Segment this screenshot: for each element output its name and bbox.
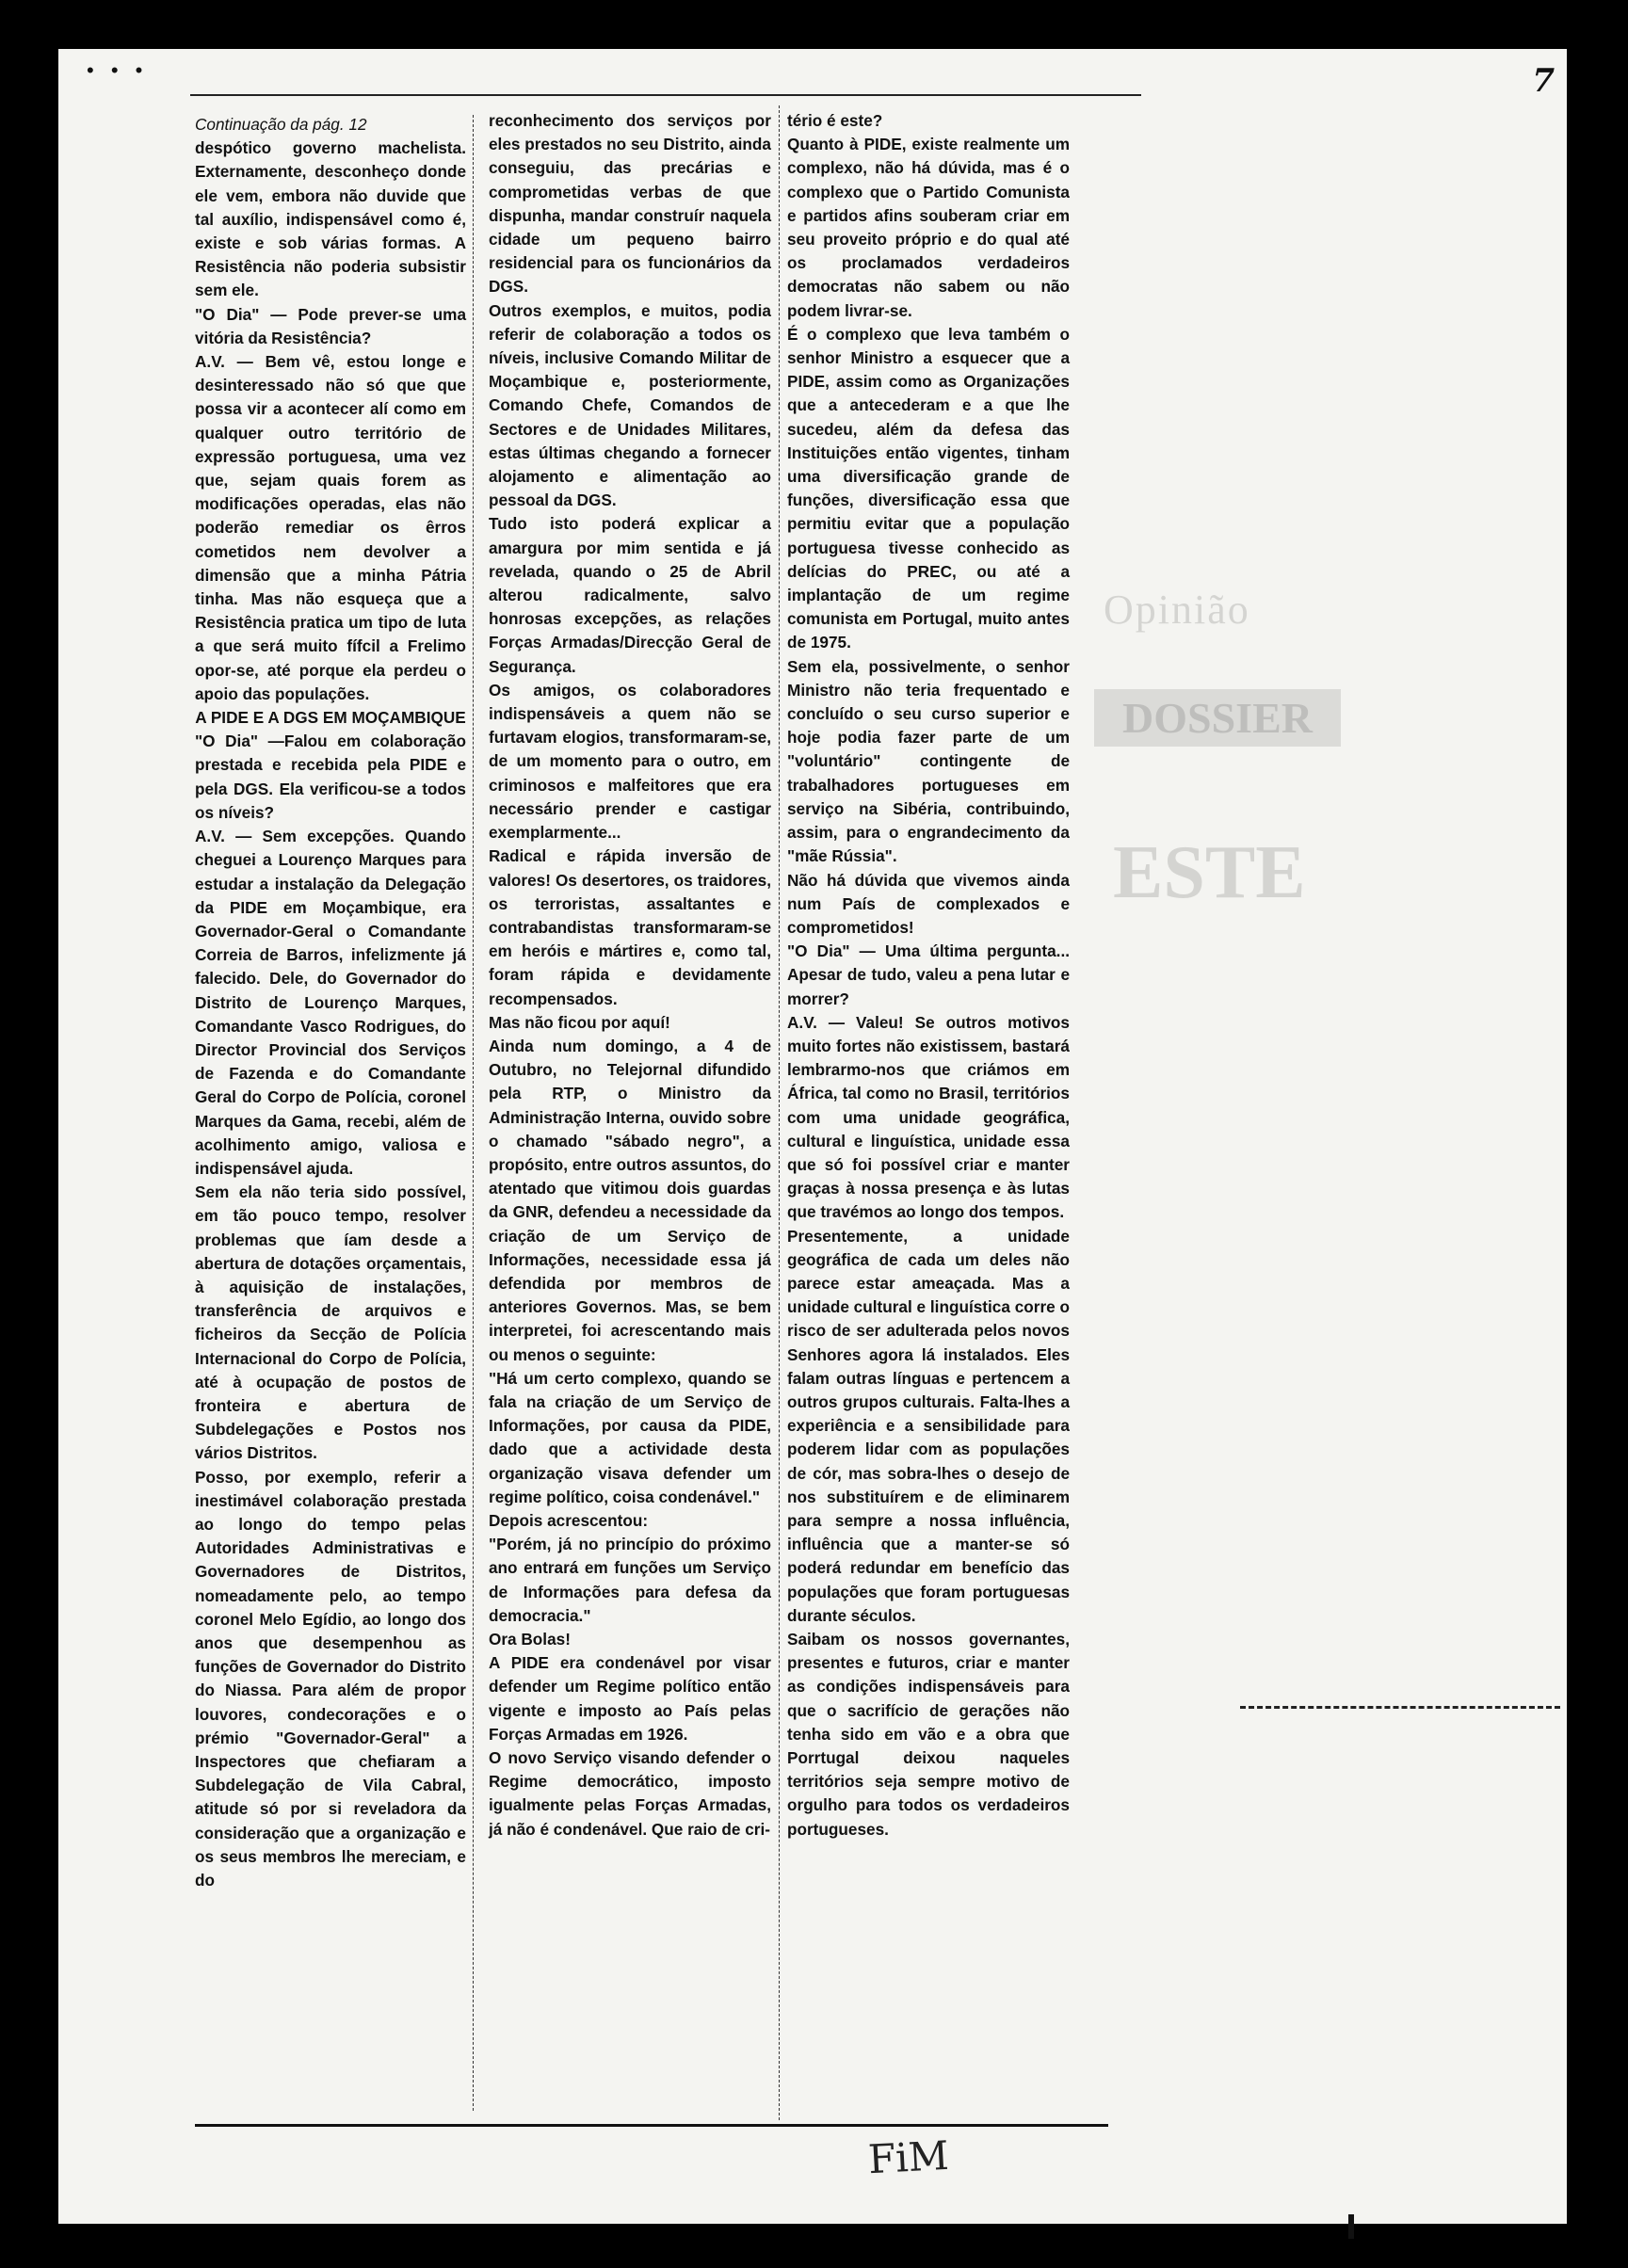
stamp-text-2: DOSSIER [1094,689,1341,747]
paragraph: Os amigos, os colaboradores indispensáveis a quem não se furtavam elogios, transformaram-se, de um momento para o outro, em criminosos e malfeitores que era necessário prender e castigar exemplarmente... [489,680,771,843]
paragraph: Ainda num domingo, a 4 de Outubro, no Telejornal difundido pela RTP, o Ministro da Administração Interna, ouvido sobre o chamado "sábado negro", a propósito, entre outros assuntos, do atentado que vitimou dois guardas da GNR, defendeu a necessidade da criação de um Serviço de Informações, necessidade essa já defendida por membros de anteriores Governos. Mas, se bem interpretei, foi acrescentando mais ou menos o seguinte: [489,1036,771,1364]
handwritten-end-mark: FiM [866,2131,950,2183]
quotation: "Há um certo complexo, quando se fala na criação de um Serviço de Informações, por causa da PIDE, dado que a actividade desta organização visava defender um regime político, coisa condenável." [489,1368,771,1506]
paragraph: reconhecimento dos serviços por eles prestados no seu Distrito, ainda conseguiu, das precárias e comprometidas verbas de que dispunha, mandar construír naquela cidade um pequeno bairro residencial para os funcionários da DGS. [489,111,771,297]
paragraph: Radical e rápida inversão de valores! Os desertores, os traidores, os terroristas, assaltantes e contrabandistas transformaram-se em heróis e mártires e, como tal, foram rápida e devidamente recompensados. [489,846,771,1008]
corner-specks: • • • [87,58,149,82]
answer: A.V. — Valeu! Se outros motivos muito fortes não existissem, bastará lembrarmo-nos que criámos em África, tal como no Brasil, territórios com uma unidade geográfica, cultural e linguística, unidade essa que só foi possível criar e manter graças à nossa presença e às lutas que travémos ao longo dos tempos. [787,1012,1070,1222]
paragraph: Ora Bolas! [489,1630,571,1649]
question: "O Dia" —Falou em colaboração prestada e recebida pela PIDE e pela DGS. Ela verificou-se a todos os níveis? [195,732,466,822]
quotation: "Porém, já no princípio do próximo ano entrará em funções um Serviço de Informações para defesa da democracia." [489,1535,771,1625]
paragraph: Mas não ficou por aquí! [489,1012,670,1032]
paragraph: Sem ela não teria sido possível, em tão pouco tempo, resolver problemas que íam desde a abertura de dotações orçamentais, à aquisição de instalações, transferência de arquivos e ficheiros da Secção de Polícia Internacional do Corpo de Polícia, até à ocupação de postos de fronteira e abertura de Subdelegações e Postos nos vários Distritos. [195,1182,466,1463]
paragraph: Não há dúvida que vivemos ainda num País de complexados e comprometidos! [787,870,1070,937]
answer: A.V. — Sem excepções. Quando cheguei a Lourenço Marques para estudar a instalação da Delegação da PIDE em Moçambique, era Governador-Geral o Comandante Correia de Barros, infelizmente já falecido. Dele, do Governador do Distrito de Lourenço Marques, Comandante Vasco Rodrigues, do Director Provincial dos Serviços de Fazenda e do Comandante Geral do Corpo de Polícia, coronel Marques da Gama, recebi, além de acolhimento amigo, valiosa e indispensável ajuda. [195,827,466,1178]
paragraph: Posso, por exemplo, referir a inestimável colaboração prestada ao longo do tempo pelas Autoridades Administrativas e Governadores de Distritos, nomeadamente pelo, ao tempo coronel Melo Egídio, ao longo dos anos que desempenhou as funções de Governador do Distrito do Niassa. Para além de propor louvores, condecorações e o prémio "Governador-Geral" a Inspectores que chefiaram a Subdelegação de Vila Cabral, atitude só por si reveladora da consideração que a organização e os seus membros lhe mereciam, e do [195,1467,466,1890]
page-number: 7 [1527,62,1558,100]
paragraph: O novo Serviço visando defender o Regime democrático, imposto igualmente pelas Forças Armadas, já não é condenável. Que raio de cri- [489,1748,771,1839]
document-page [58,49,1567,2224]
paragraph: Saibam os nossos governantes, presentes e futuros, criar e manter as condições indispensáveis para que o sacrifício de gerações não tenha sido em vão e a obra que Porrtugal deixou naqueles territórios seja sempre motivo de orgulho para todos os verdadeiros portugueses. [787,1630,1070,1839]
paragraph: Presentemente, a unidade geográfica de cada um deles não parece estar ameaçada. Mas a unidade cultural e linguística corre o risco de ser adulterada pelos novos Senhores agora lá instalados. Eles falam outras línguas e pertencem a outros grupos culturais. Falta-lhes a experiência e a sensibilidade para poderem lidar com as populações de cór, mas sobra-lhes o desejo de nos substituírem e de eliminarem para sempre a nossa influência, influência que a manter-se só poderá redundar em benefício das populações que foram portuguesas durante séculos. [787,1226,1070,1625]
question: "O Dia" — Uma última pergunta... Apesar de tudo, valeu a pena lutar e morrer? [787,941,1070,1008]
paragraph: Depois acrescentou: [489,1510,649,1530]
stamp-text-1: Opinião [1104,587,1250,633]
bottom-rule [195,2124,1108,2127]
continuation-note: Continuação da pág. 12 [195,115,367,134]
stamp-text-3: ESTE [1113,831,1306,914]
paragraph: Sem ela, possivelmente, o senhor Ministro não teria frequentado e concluído o seu curso superior e hoje podia fazer parte de um "voluntário" contingente de trabalhadores portugueses em serviço na Sibéria, contribuindo, assim, para o engrandecimento da "mãe Rússia". [787,656,1070,866]
answer: A.V. — Bem vê, estou longe e desinteressado não só que que possa vir a acontecer alí como em qualquer outro território de expressão portuguesa, uma vez que, sejam quais forem as modificações operadas, elas não poderão remediar os êrros cometidos nem devolver a dimensão que a minha Pátria tinha. Mas não esqueça que a Resistência pratica um tipo de luta a que será muito fífcil a Frelimo opor-se, até porque ela perdeu o apoio das populações. [195,352,466,703]
clipping-edge-mark [1240,1706,1560,1709]
paragraph: Outros exemplos, e muitos, podia referir de colaboração a todos os níveis, inclusive Comando Militar de Moçambique e, posteriormente, Comando Chefe, Comandos de Sectores e de Unidades Militares, estas últimas chegando a fornecer alojamento e alimentação ao pessoal da DGS. [489,300,771,510]
article-column-3 [787,109,1070,1842]
paragraph: A PIDE era condenável por visar defender um Regime político então vigente e imposto ao País pelas Forças Armadas em 1926. [489,1653,771,1744]
question: "O Dia" — Pode prever-se uma vitória da Resistência? [195,304,466,347]
column-divider [473,115,474,2111]
top-rule [190,94,1141,96]
paragraph: Tudo isto poderá explicar a amargura por mim sentida e já revelada, quando o 25 de Abril alterou radicalmente, salvo honrosas excepções, as relações Forças Armadas/Direcção Geral de Segurança. [489,514,771,676]
paragraph: tério é este? [787,111,883,130]
paragraph: despótico governo machelista. Externamente, desconheço donde ele vem, embora não duvide que tal auxílio, indispensável como é, existe e sob várias formas. A Resistência não poderia subsistir sem ele. [195,138,466,300]
faded-stamp [1104,576,1386,1009]
column-divider [779,105,780,2120]
paragraph: Quanto à PIDE, existe realmente um complexo, não há dúvida, mas é o complexo que o Partido Comunista e partidos afins souberam criar em seu proveito próprio e do qual até os proclamados verdadeiros democratas não sabem ou não podem livrar-se. [787,135,1070,320]
article-column-1 [195,113,466,1892]
section-heading: A PIDE E A DGS EM MOÇAMBIQUE [195,708,466,728]
margin-mark [1348,2214,1354,2239]
paragraph: É o complexo que leva também o senhor Ministro a esquecer que a PIDE, assim como as Organizações que a antecederam e a que lhe sucedeu, além da defesa das Instituições então vigentes, tinham uma diversificação grande de funções, diversificação essa que permitiu evitar que a população portuguesa tivesse conhecido as delícias do PREC, ou até a implantação de um regime comunista em Portugal, muito antes de 1975. [787,324,1070,652]
article-column-2 [489,109,771,1842]
